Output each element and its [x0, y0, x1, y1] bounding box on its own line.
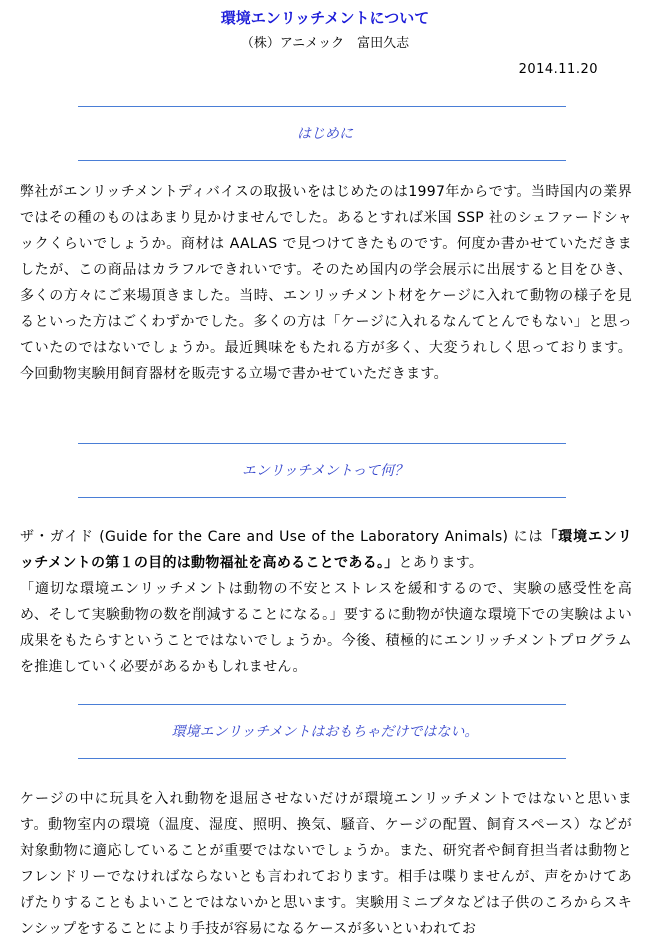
paragraph-guide	[20, 524, 632, 576]
section-divider-top	[78, 704, 566, 705]
guide-tail-text: とあります。	[398, 555, 484, 571]
paragraph-intro: 弊社がエンリッチメントディバイスの取扱いをはじめたのは1997年からです。当時国内の業界ではその種のものはあまり見かけませんでした。あるとすれば米国 SSP 社のシェファードシャックくらいでしょうか。商材は AALAS で見つけてきたものです。何度か書かせていただきましたが、この商品はカラフルできれいです。そのため国内の学会展示に出展すると目をひき、多くの方々にご来場頂きました。当時、エンリッチメント材をケージに入れて動物の様子を見るといった方はごくわずかでした。多くの方は「ケージに入れるなんてとんでもない」と思っていたのではないでしょうか。最近興味をもたれる方が多く、大変うれしく思っております。今回動物実験用飼育器材を販売する立場で書かせていただきます。	[20, 184, 632, 382]
paragraph-environment: ケージの中に玩具を入れ動物を退屈させないだけが環境エンリッチメントではないと思います。動物室内の環境（温度、湿度、照明、換気、騒音、ケージの配置、飼育スペース）などが対象動物に適応していることが重要ではないでしょうか。また、研究者や飼育担当者は動物とフレンドリーでなければならないとも言われております。相手は喋りませんが、声をかけてあげたりすることもよいことではないかと思います。実験用ミニブタなどは子供のころからスキンシップをすることにより手技が容易になるケースが多いといわれてお	[20, 791, 632, 937]
section-heading-not-only-toys: 環境エンリッチメントはおもちゃだけではない。	[171, 724, 479, 740]
publication-date: 2014.11.20	[518, 62, 598, 77]
section-divider-bottom	[78, 160, 566, 161]
section-divider-top	[78, 106, 566, 107]
section-divider-bottom	[78, 497, 566, 498]
page-title: 環境エンリッチメントについて	[220, 9, 430, 27]
section-divider-bottom	[78, 758, 566, 759]
section-divider-top	[78, 443, 566, 444]
paragraph-guide-explanation: 「適切な環境エンリッチメントは動物の不安とストレスを緩和するので、実験の感受性を高め、そして実験動物の数を削減することになる。」要するに動物が快適な環境下での実験はよい成果をもたらすということではないでしょうか。今後、積極的にエンリッチメントプログラムを推進していく必要があるかもしれません。	[20, 581, 632, 675]
author-line: （株）アニメック 富田久志	[240, 36, 410, 51]
section-heading-what-is: エンリッチメントって何？	[241, 463, 409, 479]
section-heading-intro: はじめに	[297, 126, 353, 142]
guide-quote-emphasis: 「環境エンリッチメントの第１の目的は動物福祉を高めることである。」	[20, 529, 632, 571]
guide-intro-text: ザ・ガイド (Guide for the Care and Use of the Laboratory Animals) には	[20, 529, 544, 545]
